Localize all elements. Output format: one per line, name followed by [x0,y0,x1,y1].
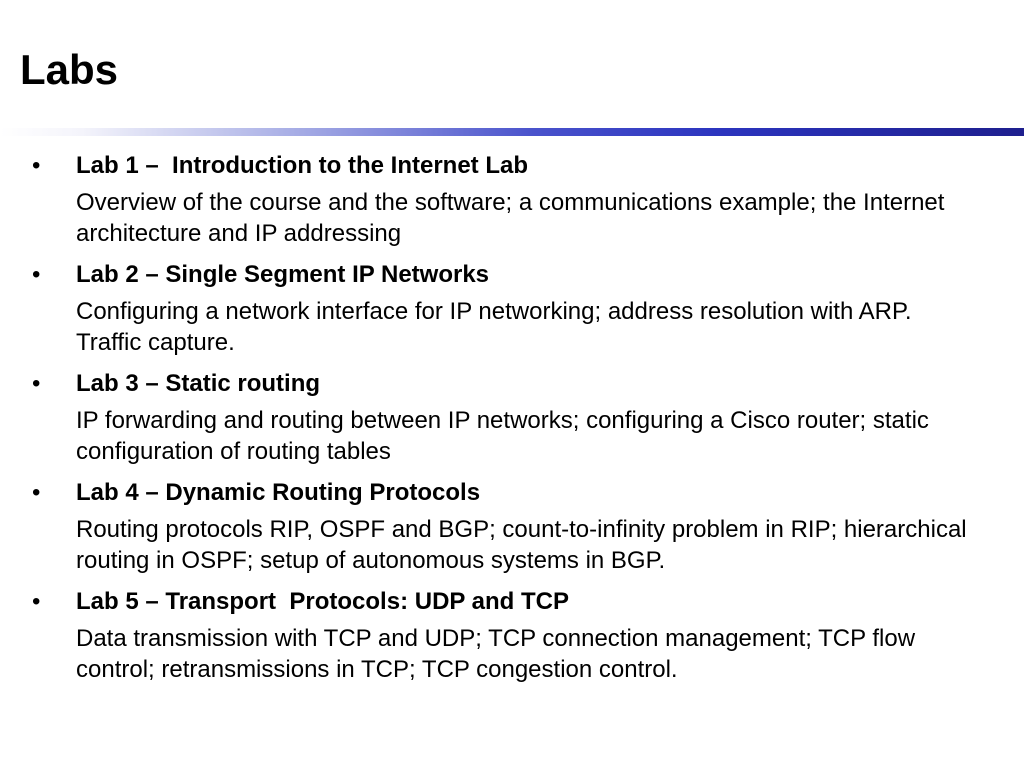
lab-title: Lab 5 – Transport Protocols: UDP and TCP [76,588,569,615]
lab-heading [32,257,1002,293]
bullet-icon: • [32,370,41,397]
lab-description: Routing protocols RIP, OSPF and BGP; count-to-infinity problem in RIP; hierarchical routing in OSPF; setup of autonomous systems in BGP. [76,516,967,574]
lab-title: Lab 2 – Single Segment IP Networks [76,261,490,288]
lab-title: Lab 1 – Introduction to the Internet Lab [76,152,529,179]
lab-list [32,148,1002,693]
lab-heading [32,148,1002,184]
bullet-icon: • [32,152,41,179]
bullet-icon: • [32,588,41,615]
title-divider [0,128,1024,136]
lab-description: IP forwarding and routing between IP networks; configuring a Cisco router; static configuration of routing tables [76,407,929,465]
slide-title: Labs [20,46,119,93]
lab-title: Lab 4 – Dynamic Routing Protocols [76,479,481,506]
lab-heading [32,584,1002,620]
lab-item-4 [32,475,1002,576]
lab-description: Configuring a network interface for IP networking; address resolution with ARP. Traffic capture. [76,298,912,356]
lab-item-1 [32,148,1002,249]
bullet-icon: • [32,479,41,506]
lab-description: Data transmission with TCP and UDP; TCP connection management; TCP flow control; retransmissions in TCP; TCP congestion control. [76,625,916,683]
lab-heading [32,475,1002,511]
lab-item-5 [32,584,1002,685]
lab-heading [32,366,1002,402]
lab-item-2 [32,257,1002,358]
lab-description: Overview of the course and the software; a communications example; the Internet architecture and IP addressing [76,189,945,247]
lab-title: Lab 3 – Static routing [76,370,321,397]
lab-item-3 [32,366,1002,467]
bullet-icon: • [32,261,41,288]
